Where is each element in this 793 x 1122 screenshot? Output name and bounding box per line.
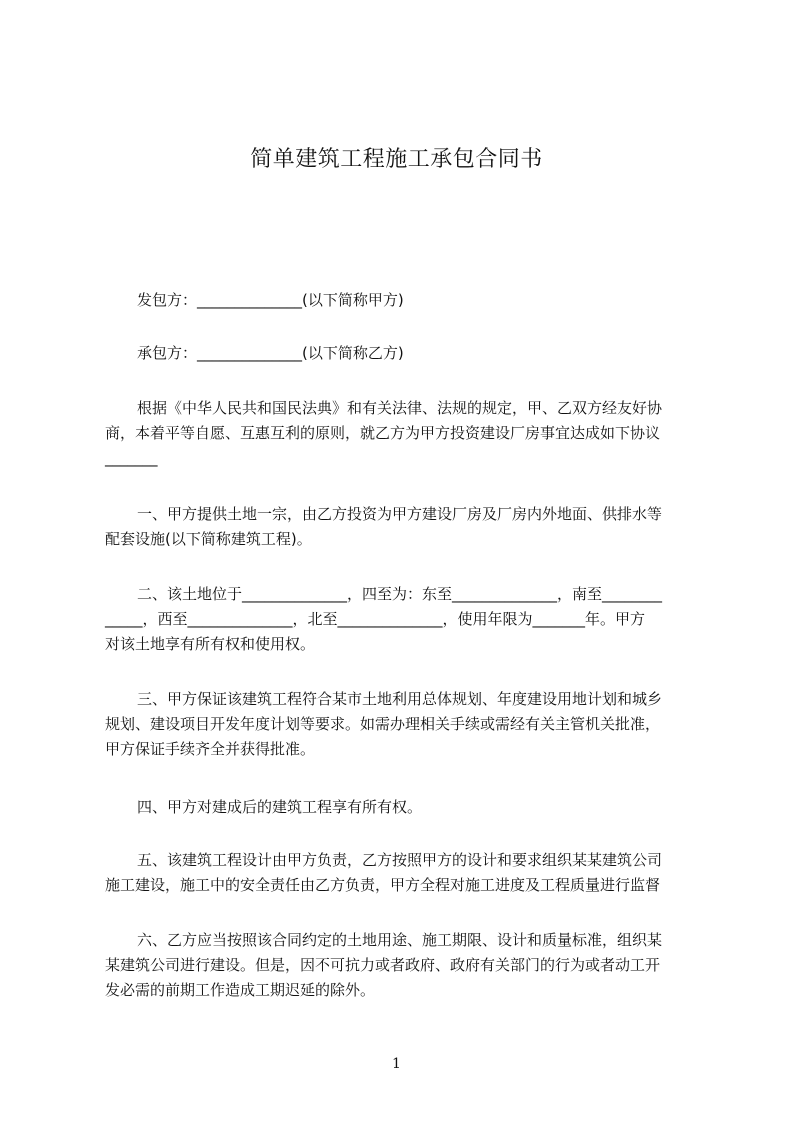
clause-line: 施工建设，施工中的安全责任由乙方负责，甲方全程对施工进度及工程质量进行监督 <box>105 876 661 894</box>
document-title: 简单建筑工程施工承包合同书 <box>250 147 543 172</box>
preamble-line: 商，本着平等自愿、互惠互利的原则，就乙方为甲方投资建设厂房事宜达成如下协议 <box>105 424 661 442</box>
clause-6-paragraph <box>105 928 705 1003</box>
clause-line: 发必需的前期工作造成工期迟延的除外。 <box>105 981 376 999</box>
party-b-text: 承包方：______________(以下简称乙方) <box>137 344 404 362</box>
clause-line: 六、乙方应当按照该合同约定的土地用途、施工期限、设计和质量标准，组织某 <box>137 931 663 949</box>
clause-1-paragraph <box>105 502 705 552</box>
preamble-paragraph <box>105 396 705 471</box>
clause-line: 五、该建筑工程设计由甲方负责，乙方按照甲方的设计和要求组织某某建筑公司 <box>137 851 663 869</box>
clause-line: 规划、建设项目开发年度计划等要求。如需办理相关手续或需经有关主管机关批准， <box>105 715 661 733</box>
preamble-line: _______ <box>105 449 158 467</box>
clause-4-paragraph <box>105 795 705 820</box>
party-a-text: 发包方：______________(以下简称甲方) <box>137 291 404 309</box>
clause-line: 二、该土地位于______________，四至为：东至______________，南至________ <box>137 585 663 603</box>
party-a-line <box>105 288 705 313</box>
clause-3-paragraph <box>105 687 705 762</box>
clause-line: 甲方保证手续齐全并获得批准。 <box>105 740 316 758</box>
clause-line: 配套设施(以下简称建筑工程)。 <box>105 530 312 548</box>
clause-5-paragraph <box>105 848 705 898</box>
clause-line: 三、甲方保证该建筑工程符合某市土地利用总体规划、年度建设用地计划和城乡 <box>137 690 663 708</box>
preamble-line: 根据《中华人民共和国民法典》和有关法律、法规的规定，甲、乙双方经友好协 <box>137 399 663 417</box>
clause-2-paragraph <box>105 582 705 657</box>
clause-line: 一、甲方提供土地一宗，由乙方投资为甲方建设厂房及厂房内外地面、供排水等 <box>137 505 663 523</box>
clause-line: 四、甲方对建成后的建筑工程享有所有权。 <box>137 798 423 816</box>
page-number: 1 <box>392 1056 401 1072</box>
party-b-line <box>105 341 705 366</box>
clause-line: _____，西至______________，北至______________，使用年限为_______年。甲方 <box>105 610 646 628</box>
clause-line: 对该土地享有所有权和使用权。 <box>105 635 316 653</box>
clause-line: 某建筑公司进行建设。但是，因不可抗力或者政府、政府有关部门的行为或者动工开 <box>105 956 661 974</box>
